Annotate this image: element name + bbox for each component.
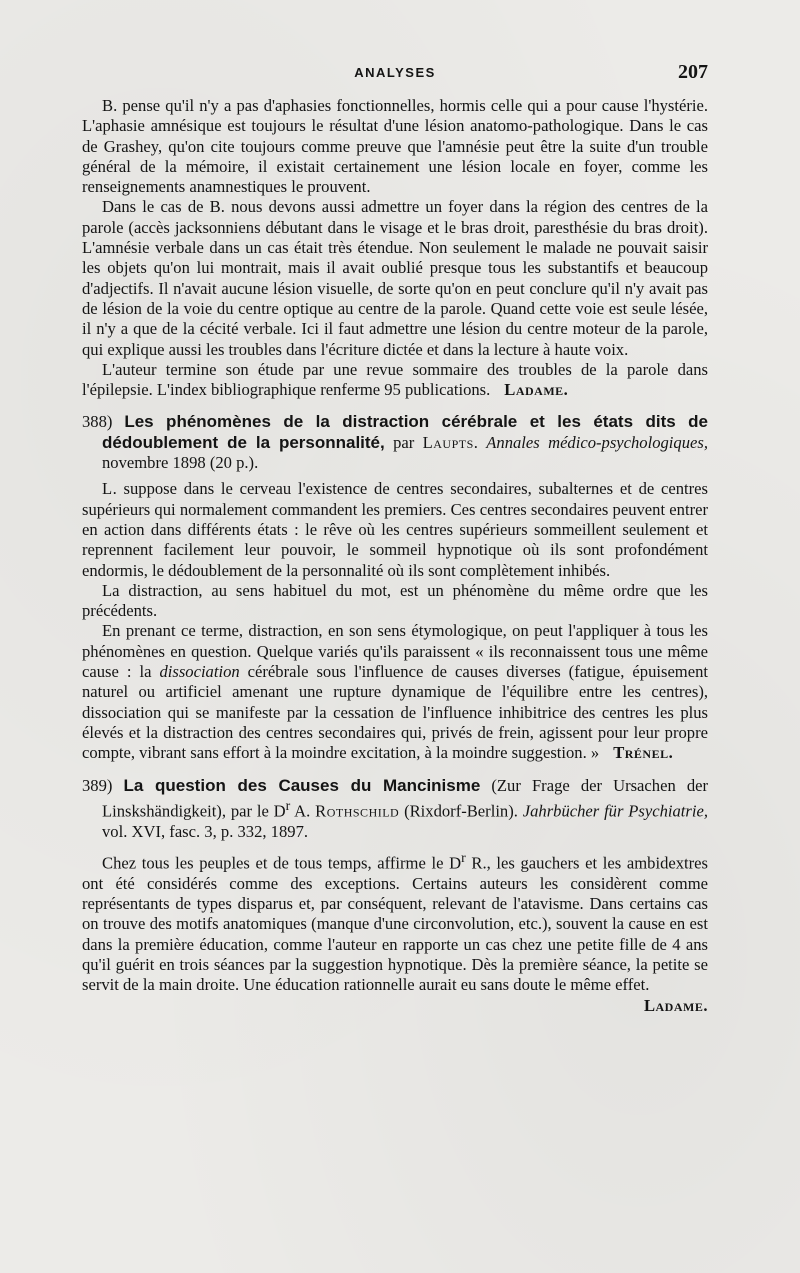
- entry-388-paragraph-1: [82, 479, 708, 580]
- entry-389-journal: Jahrbücher für Psychiatrie,: [522, 801, 708, 821]
- entry-388-paragraph-3-a: En prenant ce terme, distraction, en son sens étymologique, on peut l'appliquer à tous les phénomènes en question. Quelque variés qu'ils paraissent « ils reconnaissent tous une même cause : la: [82, 621, 708, 682]
- paragraph-aphasia-3-text: L'auteur termine son étude par une revue sommaire des troubles de la parole dans l'épilepsie. L'index bibliographique renferme 95 publications.: [82, 359, 708, 400]
- entry-388-journal: Annales médico-psychologiques,: [486, 432, 708, 452]
- entry-389-title-rest: (Zur Frage der Ursachen der Linskshändigkeit), par le D: [102, 775, 709, 821]
- entry-389-number: 389): [82, 775, 113, 795]
- entry-388-paragraph-2: La distraction, au sens habituel du mot, est un phénomène du même ordre que les précédents.: [82, 580, 708, 621]
- entry-388-title: Les phénomènes de la distraction cérébrale et les états dits de dédoublement de la personnalité,: [102, 412, 709, 452]
- entry-389-dr-sup: r: [285, 797, 291, 813]
- entry-388-heading: [82, 412, 708, 473]
- entry-389-paragraph-1-a: Chez tous les peuples et de tous temps, affirme le D: [102, 853, 462, 873]
- entry-389-affiliation: (Rixdorf-Berlin).: [399, 801, 523, 821]
- paragraph-aphasia-1: B. pense qu'il n'y a pas d'aphasies fonctionnelles, hormis celle qui a pour cause l'hystérie. L'aphasie amnésique est toujours le résultat d'une lésion anatomo-pathologique. Dans le cas de Grashey, qu'on cite toujours comme preuve que l'amnésie peut être la suite d'un trouble général de la mémoire, il existait certainement une lésion locale en foyer, comme les renseignements anamnestiques le prouvent.: [82, 96, 708, 197]
- entry-389-p1-sup: r: [461, 849, 466, 865]
- signature-ladame-1: Ladame.: [504, 380, 569, 400]
- paragraph-aphasia-2: Dans le cas de B. nous devons aussi admettre un foyer dans la région des centres de la parole (accès jacksonniens débutant dans le visage et le bras droit, paresthésie du bras droit). L'amnésie verbale dans un cas était très étendue. Non seulement le malade ne pouvait saisir les objets qu'on lui montrait, mais il avait oublié presque tous les substantifs et beaucoup d'adjectifs. Il n'avait aucune lésion visuelle, de sorte qu'on en peut conclure qu'il n'y avait pas de lésion de la voie du centre optique au centre de la parole. Quand cette voie est seule lésée, il n'y a que de la cécité verbale. Ici il faut admettre une lésion du centre moteur de la parole, qui explique aussi les troubles dans l'écriture dictée et dans la lecture à haute voix.: [82, 197, 708, 359]
- entry-389-paragraph-1-b: R., les gauchers et les ambidextres ont été considérés comme des exceptions. Certains auteurs les considèrent comme représentants de types disparus et, par conséquent, relevant de l'atavisme. Dans certains cas on trouve des motifs anatomiques (manque d'une circonvolution, etc.), souvent la cause en est dans la première éducation, comme l'auteur en rapporte un cas chez une petite fille de 4 ans qu'il guérit en trois séances par la suggestion hypnotique. Dès la première séance, la petite se servit de la main droite. Une éducation rationnelle aurait eu sans doute le même effet.: [82, 853, 708, 995]
- entry-388-citation: novembre 1898 (20 p.).: [102, 453, 259, 473]
- page-number: 207: [678, 61, 708, 83]
- entry-389-paragraph-1: [82, 848, 708, 1015]
- entry-389-heading: [82, 776, 708, 842]
- entry-388-paragraph-3-b: cérébrale sous l'influence de causes diverses (fatigue, épuisement naturel ou artificiel amenant une rupture dynamique de l'équilibre entre les centres), dissociation qui se manifeste par la cessation de l'influence inhibitrice des centres les plus élevés et la distraction des centres secondaires qui, privés de frein, agissent pour leur propre compte, vibrant sans effort à la moindre excitation, à la moindre suggestion. »: [82, 662, 708, 763]
- entry-388-paragraph-3: [82, 621, 708, 763]
- running-title: ANALYSES: [354, 65, 436, 80]
- entry-388-by: par: [384, 432, 423, 452]
- entry-388-number: 388): [82, 412, 113, 432]
- entry-389-title: La question des Causes du Mancinisme: [123, 775, 481, 795]
- entry-388-lead: L: [102, 479, 113, 499]
- signature-ladame-2: Ladame.: [643, 995, 708, 1015]
- entry-389-initial: A.: [290, 801, 316, 821]
- signature-trenel: Trénel.: [613, 743, 674, 763]
- entry-388-paragraph-1-text: . suppose dans le cerveau l'existence de centres secondaires, subalternes et de centres supérieurs qui normalement commandent les premiers. Ces centres secondaires peuvent entrer en action dans différents états : le rêve où les centres supérieurs sommeillent seulement et reprennent facilement leur pouvoir, le sommeil hypnotique où ils sont profondément endormis, le dédoublement de la personnalité où ils sont complètement inhibés.: [82, 479, 708, 580]
- entry-388-dissociation: dissociation: [159, 662, 240, 682]
- entry-389-citation: vol. XVI, fasc. 3, p. 332, 1897.: [102, 821, 309, 841]
- page-body: [82, 96, 708, 1016]
- paragraph-aphasia-3: [82, 360, 708, 401]
- entry-389-author: Rothschild: [315, 801, 400, 821]
- running-head: [82, 62, 708, 84]
- entry-388-sep: .: [473, 432, 487, 452]
- entry-388-author: Laupts: [422, 432, 474, 452]
